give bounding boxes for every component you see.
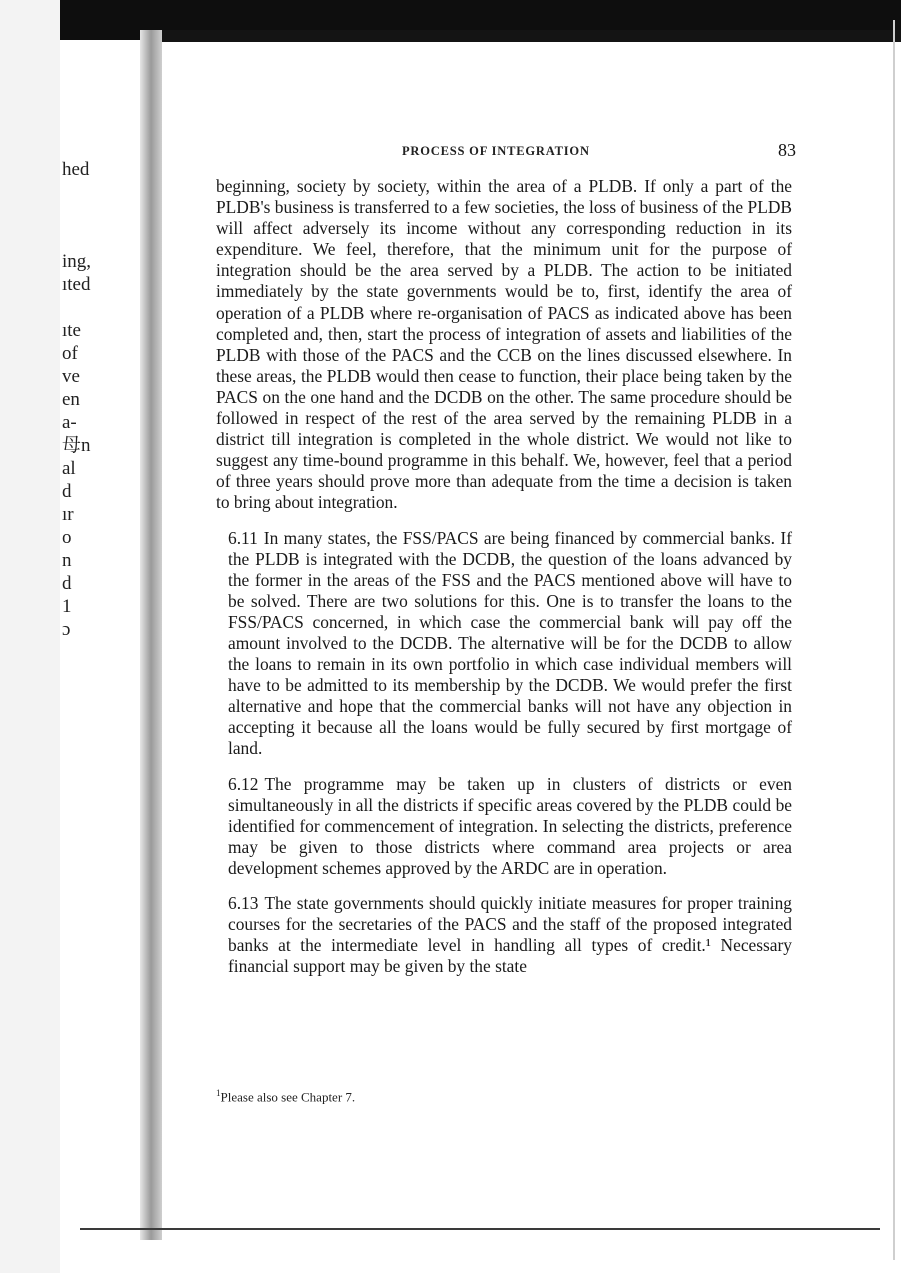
page-header (220, 140, 800, 164)
body-text (216, 176, 792, 991)
footnote-text: Please also see Chapter 7. (220, 1089, 356, 1105)
book-gutter (140, 30, 162, 1240)
paragraph-continuation (216, 176, 792, 514)
paragraph-6-13 (228, 893, 792, 977)
margin-fragment: n (62, 550, 72, 571)
margin-fragment (62, 181, 102, 204)
running-head: PROCESS OF INTEGRATION (402, 144, 590, 158)
paragraph-number: 6.13 (228, 893, 259, 913)
footnote-marker: 1 (216, 1088, 221, 1098)
margin-fragment: ing, (62, 251, 92, 272)
scan-bottom-line (80, 1228, 880, 1230)
margin-fragment: d (62, 481, 72, 502)
margin-fragment: d (62, 573, 72, 594)
paragraph-text: beginning, society by society, within the area of a PLDB. If only a part of the PLDB's business is transferred to a few societies, the loss of business of the PLDB will affect adversely its income without any corresponding reduction in its expenditure. We feel, therefore, that the minimum unit for the purpose of integration should be the area served by a PLDB. The action to be initiated immediately by the state governments would be to, first, identify the area of operation of a PLDB where re-organisation of PACS as indicated above has been completed and, then, start the process of integration of assets and liabilities of the PLDB with those of the PACS and the CCB on the lines discussed elsewhere. In these areas, the PLDB would then cease to function, their place being taken by the PACS on the one hand and the DCDB on the other. The same procedure should be followed in respect of the rest of the area served by the remaining PLDB in a district till integration is completed in the whole district. We would not like to suggest any time-bound programme in this behalf. We, however, feel that a period of three years should prove more than adequate from the time a decision is taken to bring about integration. (216, 176, 792, 513)
paragraph-text: The state governments should quickly initiate measures for proper training courses for the secretaries of the PACS and the staff of the proposed integrated banks at the intermediate level in handling all types of credit.¹ Necessary financial support may be given by the state (228, 893, 792, 977)
paragraph-text: In many states, the FSS/PACS are being financed by commercial banks. If the PLDB is integrated with the DCDB, the question of the loans advanced by the former in the areas of the FSS and the PACS mentioned above will have to be solved. There are two solutions for this. One is to transfer the loans to the FSS/PACS concerned, in which case the commercial bank will pay off the amount involved to the DCDB. The alternative will be for the DCDB to allow the loans to remain in its own portfolio in which case individual members will have to be admitted to its membership by the DCDB. We would prefer the first alternative and hope that the commercial banks will not have any objection in accepting it because all the loans would be fully secured by first mortgage of land. (228, 527, 792, 759)
margin-fragment: of (62, 343, 78, 364)
margin-fragment (62, 227, 102, 250)
paragraph-6-11 (228, 528, 792, 760)
margin-fragment: ⺟n (62, 435, 91, 456)
margin-fragment (62, 296, 102, 319)
margin-fragment: a- (62, 412, 77, 433)
facing-page-text-fragments (62, 158, 102, 641)
paragraph-text: The programme may be taken up in clusters of districts or even simultaneously in all the districts if specific areas covered by the PLDB could be identified for commencement of integration. In selecting the districts, preference may be given to those districts where command area projects or area development schemes approved by the ARDC are in operation. (228, 773, 792, 878)
margin-fragment: o (62, 527, 72, 548)
paragraph-6-12 (228, 774, 792, 879)
footnote (216, 1088, 355, 1105)
margin-fragment: al (62, 458, 76, 479)
margin-fragment: en (62, 389, 80, 410)
margin-fragment: hed (62, 159, 90, 180)
margin-fragment (62, 204, 102, 227)
margin-fragment: ɔ (62, 619, 71, 640)
paragraph-number: 6.11 (228, 527, 258, 548)
margin-fragment: ıted (62, 274, 91, 295)
margin-fragment: ıte (62, 320, 81, 341)
margin-fragment: ır (62, 504, 74, 525)
scan-top-shadow (160, 30, 901, 42)
facing-page-edge (0, 0, 60, 1273)
page-number: 83 (778, 140, 796, 160)
paragraph-number: 6.12 (228, 773, 259, 794)
margin-fragment: ve (62, 366, 80, 387)
page-right-edge (893, 20, 895, 1260)
margin-fragment: 1 (62, 596, 72, 617)
